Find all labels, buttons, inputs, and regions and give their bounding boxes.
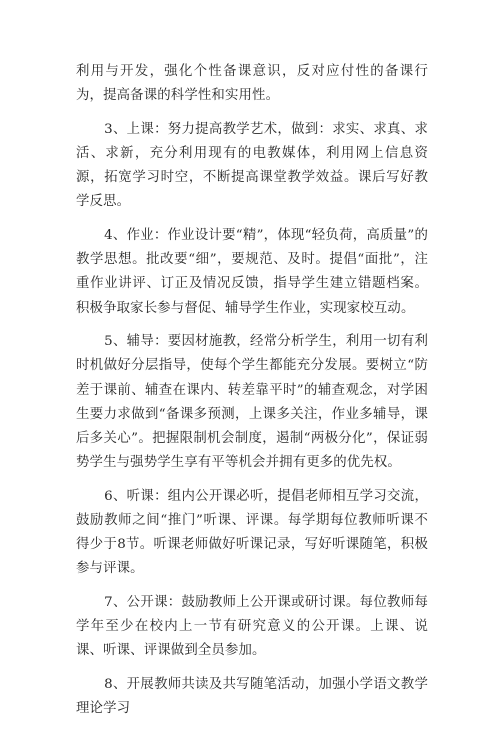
paragraph-class-teaching: 3、上课：努力提高教学艺术，做到：求实、求真、求活、求新，充分利用现有的电教媒体，利用网上信息资源，拓宽学习时空，不断提高课堂教学效益。课后写好教学反思。	[76, 121, 428, 210]
paragraph-open-class: 7、公开课：鼓励教师上公开课或研讨课。每位教师每学年至少在校内上一节有研究意义的公开课。上课、说课、听课、评课做到全员参加。	[76, 595, 428, 659]
paragraph-continuation: 利用与开发，强化个性备课意识，反对应付性的备课行为，提高备课的科学性和实用性。	[76, 64, 428, 104]
document-body	[76, 60, 428, 731]
paragraph-tutoring: 5、辅导：要因材施教，经常分析学生，利用一切有利时机做好分层指导，使每个学生都能充分发展。要树立“防差于课前、辅查在课内、转差靠平时”的辅查观念，对学困生要力求做到“备课多预测，上课多关注，作业多辅导，课后多关心”。把握限制机会制度，遏制“两极分化”，保证弱势学生与强势学生享有平等机会并拥有更多的优先权。	[76, 334, 428, 471]
paragraph-homework: 4、作业：作业设计要“精”，体现“轻负荷，高质量”的教学思想。批改要“细”，要规范、及时。提倡“面批”，注重作业讲评、订正及情况反馈，指导学生建立错题档案。积极争取家长参与督促、辅导学生作业，实现家校互动。	[76, 228, 428, 316]
paragraph-shared-reading: 8、开展教师共读及共写随笔活动，加强小学语文教学理论学习	[76, 677, 428, 717]
paragraph-lesson-observation: 6、听课：组内公开课必听，提倡老师相互学习交流，鼓励教师之间“推门”听课、评课。每学期每位教师听课不得少于8节。听课老师做好听课记录，写好听课随笔，积极参与评课。	[76, 488, 428, 577]
